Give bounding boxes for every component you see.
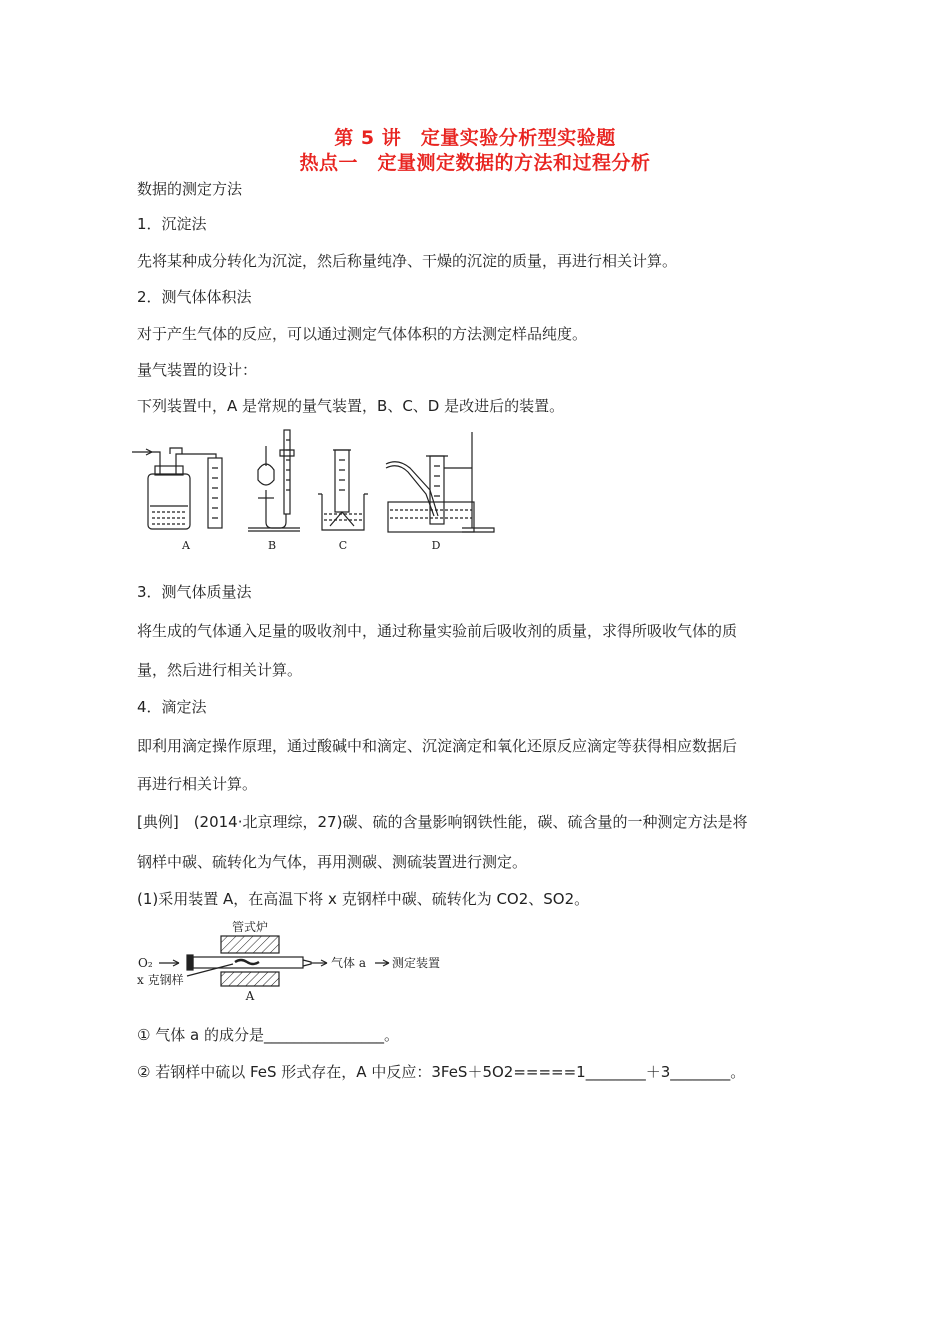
paragraph-gas-volume: 对于产生气体的反应，可以通过测定气体体积的方法测定样品纯度。 — [137, 325, 588, 343]
apparatus-a-drawing — [132, 448, 222, 529]
furnace-label: 管式炉 — [231, 920, 269, 934]
tube-furnace-figure — [135, 918, 455, 1004]
label-c: C — [338, 539, 348, 552]
paragraph-devices: 下列装置中，A 是常规的量气装置，B、C、D 是改进后的装置。 — [137, 397, 565, 415]
apparatus-b-drawing — [248, 430, 300, 531]
heading-precipitation: 1．沉淀法 — [137, 215, 207, 233]
apparatus-d-drawing — [386, 432, 494, 532]
oxygen-label: O₂ — [138, 956, 153, 970]
measuring-device-label: 测定装置 — [392, 956, 441, 970]
paragraph-example-2: 钢样中碳、硫转化为气体，再用测碳、测硫装置进行测定。 — [137, 853, 528, 871]
paragraph-example-1: [典例] (2014·北京理综，27)碳、硫的含量影响钢铁性能，碳、硫含量的一种测定方法是将 — [137, 813, 748, 831]
heading-gas-mass: 3．测气体质量法 — [137, 583, 252, 601]
paragraph-precipitation: 先将某种成分转化为沉淀，然后称量纯净、干燥的沉淀的质量，再进行相关计算。 — [137, 252, 678, 270]
heading-titration: 4．滴定法 — [137, 698, 207, 716]
paragraph-titration-2: 再进行相关计算。 — [137, 775, 258, 793]
label-b: B — [267, 539, 277, 552]
sample-label: x 克钢样 — [137, 973, 184, 987]
paragraph-titration-1: 即利用滴定操作原理，通过酸碱中和滴定、沉淀滴定和氧化还原反应滴定等获得相应数据后 — [137, 737, 738, 755]
gas-measuring-apparatus-figure — [130, 428, 500, 558]
question-gas-a: ① 气体 a 的成分是________________。 — [137, 1026, 399, 1044]
question-part-1: (1)采用装置 A，在高温下将 x 克钢样中碳、硫转化为 CO2、SO2。 — [137, 890, 590, 908]
paragraph-design: 量气装置的设计： — [137, 361, 258, 379]
label-d: D — [431, 539, 441, 552]
heading-gas-volume: 2．测气体体积法 — [137, 288, 252, 306]
apparatus-a-label: A — [245, 989, 255, 1003]
apparatus-c-drawing — [318, 450, 368, 530]
section-title: 热点一 定量测定数据的方法和过程分析 — [299, 152, 651, 174]
lecture-title: 第 5 讲 定量实验分析型实验题 — [334, 127, 616, 149]
paragraph-gas-mass-2: 量，然后进行相关计算。 — [137, 661, 303, 679]
question-reaction: ② 若钢样中硫以 FeS 形式存在，A 中反应：3FeS＋5O2=====1________＋3________。 — [137, 1063, 746, 1081]
paragraph-gas-mass-1: 将生成的气体通入足量的吸收剂中，通过称量实验前后吸收剂的质量，求得所吸收气体的质 — [137, 622, 738, 640]
label-a: A — [182, 539, 190, 552]
gas-a-label: 气体 a — [331, 956, 366, 970]
paragraph-intro: 数据的测定方法 — [137, 180, 243, 198]
